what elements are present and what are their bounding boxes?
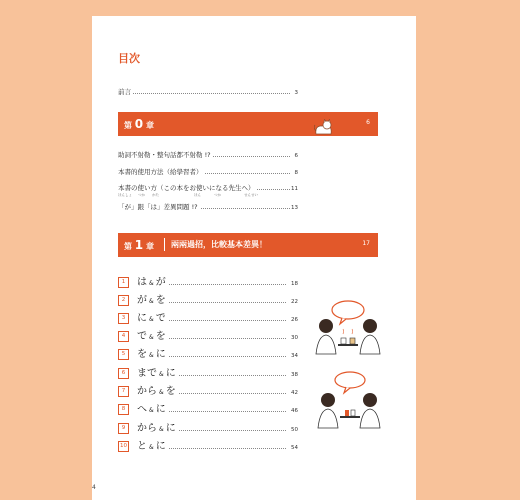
lesson-number: 1 <box>118 277 129 288</box>
lesson-title: を & に <box>137 345 169 360</box>
lesson-entry[interactable] <box>118 383 298 397</box>
lesson-number: 10 <box>118 441 129 452</box>
lesson-entry[interactable] <box>118 365 298 379</box>
banner-divider <box>164 238 165 251</box>
entry-label: 「が」跟「は」差異問題 !? <box>118 203 198 211</box>
lesson-number: 4 <box>118 331 129 342</box>
lesson-page: 50 <box>291 427 298 433</box>
lesson-entry[interactable] <box>118 292 298 306</box>
ruby-text: ほんしょ <box>118 193 132 197</box>
ruby-text: かた <box>152 193 159 197</box>
lesson-page: 34 <box>291 353 298 359</box>
chapter-1-label: 第 1 章 <box>124 238 154 252</box>
ruby-line <box>118 193 298 198</box>
page-number: 4 <box>92 484 96 491</box>
conversation-illustration <box>314 298 384 360</box>
lesson-entry[interactable] <box>118 438 298 452</box>
lesson-number: 7 <box>118 386 129 397</box>
lesson-title: から & に <box>137 419 179 434</box>
lesson-number: 8 <box>118 404 129 415</box>
lesson-title: が & を <box>137 291 169 306</box>
lesson-page: 26 <box>291 317 298 323</box>
chapter-0-underline <box>118 135 378 136</box>
lesson-page: 54 <box>291 445 298 451</box>
chapter-0-page: 6 <box>366 119 370 126</box>
lesson-entry[interactable] <box>118 401 298 415</box>
lesson-title: から & を <box>137 382 179 397</box>
entry-page: 3 <box>294 90 298 96</box>
dot-leader <box>118 93 290 94</box>
lesson-entry[interactable] <box>118 328 298 342</box>
lesson-number: 5 <box>118 349 129 360</box>
lesson-entry[interactable] <box>118 346 298 360</box>
chapter-1-title: 兩兩過招，比較基本差異！ <box>171 240 267 249</box>
chapter-0-banner[interactable] <box>118 112 378 135</box>
lesson-title: は & が <box>137 273 169 288</box>
cafe-chat-illustration <box>316 370 384 432</box>
lesson-number: 9 <box>118 423 129 434</box>
ruby-text: つか <box>214 193 221 197</box>
lesson-page: 42 <box>291 390 298 396</box>
entry-page: 11 <box>291 186 298 192</box>
entry-label: 本書の使い方（この本をお使いになる先生へ） <box>118 184 255 192</box>
toc-title: 目次 <box>118 52 140 65</box>
entry-page: 6 <box>294 153 298 159</box>
lesson-page: 46 <box>291 408 298 414</box>
lesson-number: 6 <box>118 368 129 379</box>
chapter-1-banner[interactable] <box>118 233 378 256</box>
ruby-text: ほん <box>194 193 201 197</box>
cat-icon <box>314 119 334 135</box>
lesson-page: 38 <box>291 372 298 378</box>
ruby-text: せんせい <box>244 193 258 197</box>
lesson-title: へ & に <box>137 400 169 415</box>
page-frame-left <box>0 0 92 500</box>
entry-label: 本書的使用方法（給學習者） <box>118 168 203 176</box>
lesson-title: と & に <box>137 437 169 452</box>
entry-label: 助詞不射勒・整句話都不射勒 !? <box>118 151 211 159</box>
lesson-title: まで & に <box>137 364 179 379</box>
page-frame-right <box>416 0 520 500</box>
lesson-number: 3 <box>118 313 129 324</box>
toc-entry[interactable] <box>118 180 298 192</box>
lesson-page: 18 <box>291 281 298 287</box>
lesson-title: で & を <box>137 327 169 342</box>
toc-entry[interactable] <box>118 147 298 159</box>
ruby-text: つか <box>138 193 145 197</box>
lesson-entry[interactable] <box>118 274 298 288</box>
chapter-1-page: 17 <box>362 240 370 247</box>
entry-page: 8 <box>294 170 298 176</box>
lesson-entry[interactable] <box>118 420 298 434</box>
lesson-page: 22 <box>291 299 298 305</box>
lesson-entry[interactable] <box>118 310 298 324</box>
toc-entry[interactable] <box>118 199 298 211</box>
toc-entry[interactable] <box>118 164 298 176</box>
toc-entry-preface[interactable] <box>118 84 298 96</box>
chapter-0-label: 第 0 章 <box>124 117 154 131</box>
entry-page: 13 <box>291 205 298 211</box>
lesson-page: 30 <box>291 335 298 341</box>
lesson-title: に & で <box>137 309 169 324</box>
entry-label: 前言 <box>118 88 131 96</box>
lesson-number: 2 <box>118 295 129 306</box>
chapter-1-underline <box>118 256 378 257</box>
